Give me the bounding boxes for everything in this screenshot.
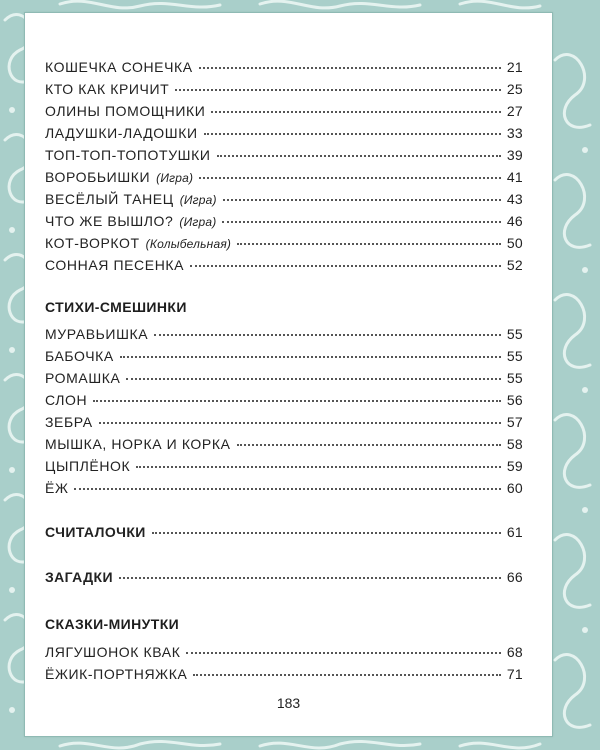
toc-entry-title: КТО КАК КРИЧИТ	[45, 81, 170, 97]
dot-leader	[99, 419, 501, 424]
dot-leader	[193, 671, 501, 676]
toc-entry[interactable]	[45, 392, 523, 414]
toc-entry[interactable]	[45, 414, 523, 436]
dot-leader	[204, 130, 501, 135]
dot-leader	[190, 262, 501, 267]
dot-leader	[222, 218, 501, 223]
dot-leader	[211, 108, 501, 113]
toc-entry-title: МУРАВЬИШКА	[45, 326, 149, 342]
toc-entry[interactable]	[45, 257, 523, 279]
toc-entry-page: 39	[506, 147, 523, 163]
toc-entry-title: ЛАДУШКИ-ЛАДОШКИ	[45, 125, 198, 141]
toc-entry-note: (Игра)	[179, 193, 217, 207]
toc-section-page: 61	[506, 524, 523, 540]
toc-entry-title: ОЛИНЫ ПОМОЩНИКИ	[45, 103, 206, 119]
dot-leader	[223, 196, 501, 201]
toc-entry[interactable]	[45, 666, 523, 688]
toc-entry-title: БАБОЧКА	[45, 348, 114, 364]
dot-leader	[74, 485, 501, 490]
toc-entry-title: ТОП-ТОП-ТОПОТУШКИ	[45, 147, 211, 163]
contents-page	[24, 12, 553, 737]
section-heading-stikhi: СТИХИ-СМЕШИНКИ	[45, 299, 187, 315]
toc-section-title: СЧИТАЛОЧКИ	[45, 524, 146, 540]
toc-entry-title: ЧТО ЖЕ ВЫШЛО?	[45, 213, 174, 229]
dot-leader	[152, 529, 501, 534]
toc-section-title: ЗАГАДКИ	[45, 569, 113, 585]
toc-entry[interactable]	[45, 169, 523, 191]
toc-entry-page: 21	[506, 59, 523, 75]
toc-entry[interactable]	[45, 644, 523, 666]
toc-entry-page: 43	[506, 191, 523, 207]
toc-entry-title: ЁЖ	[45, 480, 69, 496]
dot-leader	[119, 574, 501, 579]
dot-leader	[136, 463, 501, 468]
dot-leader	[154, 331, 501, 336]
toc-section-zagadki[interactable]	[45, 569, 523, 591]
toc-entry-page: 71	[506, 666, 523, 682]
toc-entry-title: ЗЕБРА	[45, 414, 93, 430]
toc-entry-page: 55	[506, 326, 523, 342]
dot-leader	[186, 649, 501, 654]
toc-entry[interactable]	[45, 147, 523, 169]
toc-entry[interactable]	[45, 348, 523, 370]
dot-leader	[237, 441, 501, 446]
toc-entry[interactable]	[45, 326, 523, 348]
toc-entry[interactable]	[45, 59, 523, 81]
toc-entry-page: 41	[506, 169, 523, 185]
toc-entry[interactable]	[45, 480, 523, 502]
toc-entry[interactable]	[45, 81, 523, 103]
toc-entry-title: КОТ-ВОРКОТ	[45, 235, 140, 251]
toc-section-page: 66	[506, 569, 523, 585]
toc-entry[interactable]	[45, 436, 523, 458]
toc-entry-page: 59	[506, 458, 523, 474]
toc-entry-note: (Колыбельная)	[145, 237, 232, 251]
dot-leader	[93, 397, 501, 402]
page-number: 183	[276, 695, 301, 711]
toc-entry-title: РОМАШКА	[45, 370, 121, 386]
toc-entry[interactable]	[45, 235, 523, 257]
toc-entry-page: 68	[506, 644, 523, 660]
toc-entry-page: 46	[506, 213, 523, 229]
toc-entry[interactable]	[45, 213, 523, 235]
toc-entry-page: 60	[506, 480, 523, 496]
toc-entry-title: МЫШКА, НОРКА И КОРКА	[45, 436, 231, 452]
toc-entry[interactable]	[45, 103, 523, 125]
toc-entry-page: 55	[506, 370, 523, 386]
toc-entry-title: СЛОН	[45, 392, 88, 408]
toc-entry[interactable]	[45, 370, 523, 392]
toc-entry-title: КОШЕЧКА СОНЕЧКА	[45, 59, 193, 75]
toc-entry-page: 56	[506, 392, 523, 408]
toc-entry-note: (Игра)	[179, 215, 217, 229]
dot-leader	[199, 64, 501, 69]
dot-leader	[126, 375, 501, 380]
toc-entry-page: 58	[506, 436, 523, 452]
toc-entry-page: 52	[506, 257, 523, 273]
dot-leader	[217, 152, 501, 157]
dot-leader	[175, 86, 501, 91]
dot-leader	[199, 174, 501, 179]
toc-entry-page: 57	[506, 414, 523, 430]
toc-entry-title: ВЕСЁЛЫЙ ТАНЕЦ	[45, 191, 174, 207]
toc-entry-page: 27	[506, 103, 523, 119]
toc-entry-page: 25	[506, 81, 523, 97]
toc-entry-page: 55	[506, 348, 523, 364]
section-heading-skazki: СКАЗКИ-МИНУТКИ	[45, 616, 180, 632]
toc-entry-title: СОННАЯ ПЕСЕНКА	[45, 257, 185, 273]
dot-leader	[237, 240, 501, 245]
toc-entry[interactable]	[45, 191, 523, 213]
toc-entry-title: ЦЫПЛЁНОК	[45, 458, 131, 474]
toc-entry-page: 33	[506, 125, 523, 141]
toc-entry-page: 50	[506, 235, 523, 251]
toc-entry-note: (Игра)	[156, 171, 194, 185]
toc-entry-title: ВОРОБЬИШКИ	[45, 169, 151, 185]
toc-entry-title: ЛЯГУШОНОК КВАК	[45, 644, 181, 660]
toc-entry[interactable]	[45, 458, 523, 480]
dot-leader	[120, 353, 501, 358]
toc-entry[interactable]	[45, 125, 523, 147]
toc-section-schitalochki[interactable]	[45, 524, 523, 546]
toc-entry-title: ЁЖИК-ПОРТНЯЖКА	[45, 666, 188, 682]
